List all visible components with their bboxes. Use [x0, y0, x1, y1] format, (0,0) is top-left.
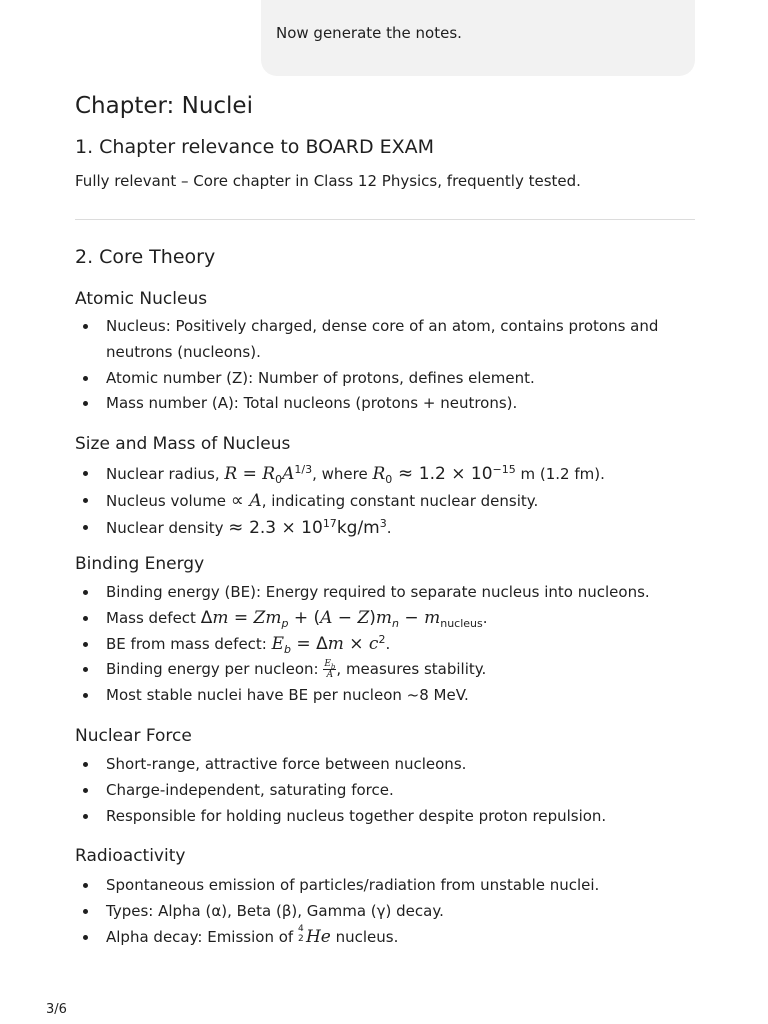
list-item: Responsible for holding nucleus together despite proton repulsion. — [75, 804, 695, 830]
list-item-be-per-nucleon: Binding energy per nucleon: $\frac{E_b}{A}$ , measures stability. — [75, 657, 695, 683]
list-item: Short-range, attractive force between nucleons. — [75, 752, 695, 778]
list-item: Nucleus: Positively charged, dense core of an atom, contains protons and neutrons (nucleons). — [75, 314, 695, 366]
list-item: Mass number (A): Total nucleons (protons + neutrons). — [75, 391, 695, 417]
subheading-radioactivity: Radioactivity — [75, 846, 186, 866]
list-item-nuclear-density: Nuclear density ≈ $2.3 \times 10^{17}kg/m^3$. — [75, 515, 695, 542]
binding-energy-list — [75, 580, 695, 709]
section-divider — [75, 219, 695, 220]
section-heading-core-theory: 2. Core Theory — [75, 246, 216, 268]
radioactivity-list — [75, 873, 695, 950]
list-item-nucleus-volume: Nucleus volume ∝ A, indicating constant nuclear density. — [75, 488, 695, 515]
subheading-atomic-nucleus: Atomic Nucleus — [75, 289, 208, 309]
list-item-alpha-decay: Alpha decay: Emission of 4 2 He nucleus. — [75, 925, 695, 951]
list-item: Spontaneous emission of particles/radiation from unstable nuclei. — [75, 873, 695, 899]
list-item: Types: Alpha (α), Beta (β), Gamma (γ) decay. — [75, 899, 695, 925]
nuclear-force-list — [75, 752, 695, 829]
list-item: Binding energy (BE): Energy required to separate nucleus into nucleons. — [75, 580, 695, 606]
list-item-nuclear-radius: Nuclear radius, $R = R_0A^{1/3}$, where $R_0 \approx 1.2 \times 10^{-15}$ m (1.2 fm). — [75, 461, 695, 488]
user-message-text: Now generate the notes. — [276, 24, 462, 42]
size-mass-list — [75, 461, 695, 541]
helium-nuclide: 4 2 He — [297, 923, 331, 947]
section-heading-relevance: 1. Chapter relevance to BOARD EXAM — [75, 136, 435, 158]
list-item: Charge-independent, saturating force. — [75, 778, 695, 804]
radius-formula: R — [224, 464, 238, 484]
fraction-eb-over-a: $\frac{E_b}{A}$ — [324, 659, 336, 681]
list-item: Most stable nuclei have BE per nucleon ~8 MeV. — [75, 683, 695, 709]
atomic-nucleus-list — [75, 314, 695, 417]
relevance-text: Fully relevant – Core chapter in Class 12 Physics, frequently tested. — [75, 172, 581, 190]
page-indicator: 3/6 — [46, 1002, 67, 1017]
list-item-mass-defect: Mass defect $\Delta m = Zm_p + (A - Z)m_n - m_{nucleus}$. — [75, 606, 695, 632]
chapter-title: Chapter: Nuclei — [75, 93, 253, 119]
subheading-size-mass: Size and Mass of Nucleus — [75, 434, 291, 454]
subheading-binding-energy: Binding Energy — [75, 554, 205, 574]
subheading-nuclear-force: Nuclear Force — [75, 726, 192, 746]
user-message-bubble — [261, 0, 695, 76]
list-item: Atomic number (Z): Number of protons, defines element. — [75, 366, 695, 392]
list-item-be-formula: BE from mass defect: $E_b = \Delta m \times c^2$. — [75, 632, 695, 658]
